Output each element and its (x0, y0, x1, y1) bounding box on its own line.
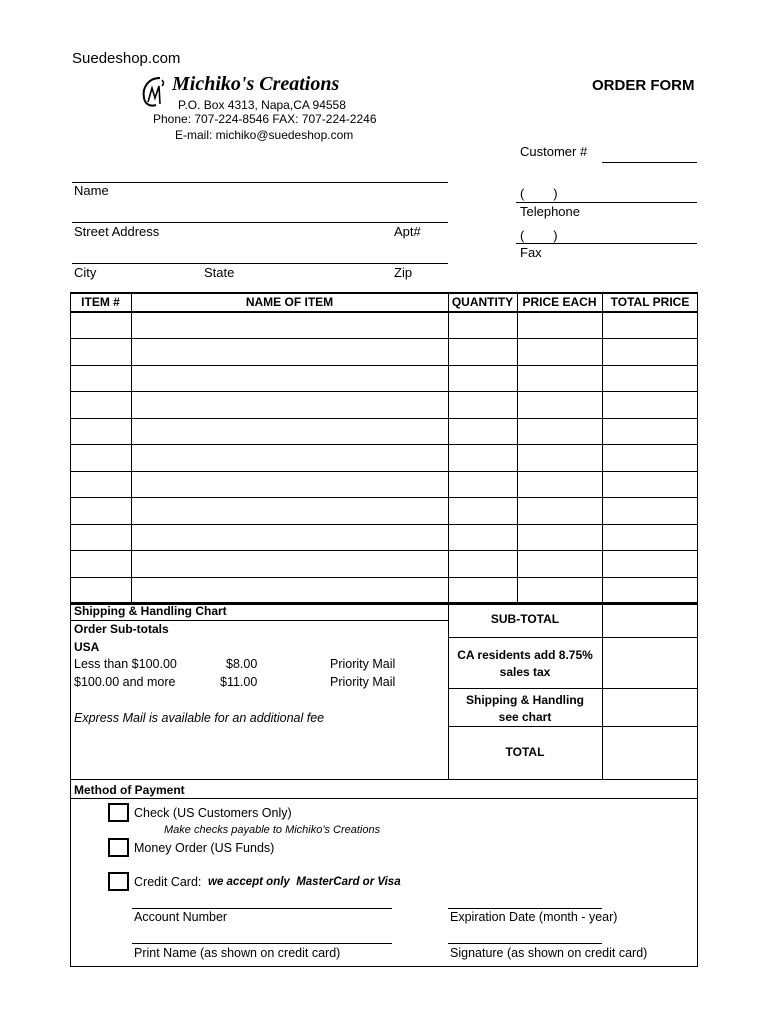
price-each-cell[interactable] (518, 313, 601, 337)
check-note: Make checks payable to Michiko's Creations (164, 824, 381, 836)
total-price-cell[interactable] (603, 313, 697, 337)
shipping-chart-subtitle: Order Sub-totals (74, 622, 169, 636)
print-name-label: Print Name (as shown on credit card) (134, 946, 341, 960)
shipping-cost-1: $8.00 (226, 657, 258, 671)
zip-label: Zip (394, 265, 413, 280)
item-number-cell[interactable] (71, 578, 131, 602)
check-checkbox[interactable] (108, 803, 129, 822)
shipping-range-2: $100.00 and more (74, 675, 176, 689)
totals-right-border (697, 603, 698, 779)
credit-card-note: we accept only MasterCard or Visa (208, 876, 401, 888)
total-price-cell[interactable] (603, 498, 697, 522)
quantity-cell[interactable] (449, 366, 516, 390)
total-price-cell[interactable] (603, 551, 697, 575)
shipping-range-1: Less than $100.00 (74, 657, 177, 671)
item-name-cell[interactable] (132, 366, 447, 390)
shipping-cost-2: $11.00 (220, 675, 258, 689)
item-number-cell[interactable] (71, 366, 131, 390)
item-name-cell[interactable] (132, 525, 447, 549)
total-price-cell[interactable] (603, 445, 697, 469)
quantity-cell[interactable] (449, 525, 516, 549)
price-each-cell[interactable] (518, 525, 601, 549)
subtotal-value-field[interactable] (603, 604, 696, 636)
form-title: ORDER FORM (592, 77, 695, 94)
apt-label: Apt# (394, 224, 421, 239)
item-number-cell[interactable] (71, 472, 131, 496)
payment-title-underline (70, 798, 698, 799)
price-each-cell[interactable] (518, 498, 601, 522)
price-each-cell[interactable] (518, 578, 601, 602)
header-quantity: QUANTITY (451, 295, 514, 309)
total-value-field[interactable] (603, 727, 696, 778)
shipping-chart-title-underline (70, 620, 448, 621)
total-price-cell[interactable] (603, 525, 697, 549)
street-address-label: Street Address (74, 224, 160, 239)
customer-number-field[interactable] (602, 146, 697, 163)
item-name-cell[interactable] (132, 339, 447, 363)
shipping-value-field[interactable] (603, 689, 696, 725)
name-field[interactable] (72, 166, 448, 183)
header-item-number: ITEM # (81, 295, 120, 309)
money-order-label: Money Order (US Funds) (134, 841, 275, 855)
shipping-label-line2: see chart (498, 710, 552, 724)
shipping-chart-title: Shipping & Handling Chart (74, 604, 227, 618)
quantity-cell[interactable] (449, 392, 516, 416)
tax-label-line2: sales tax (499, 665, 551, 679)
company-email: E-mail: michiko@suedeshop.com (175, 128, 354, 142)
total-price-cell[interactable] (603, 366, 697, 390)
total-price-cell[interactable] (603, 339, 697, 363)
name-label: Name (74, 183, 109, 198)
signature-field[interactable] (448, 927, 602, 944)
item-number-cell[interactable] (71, 525, 131, 549)
header-name-of-item: NAME OF ITEM (245, 295, 334, 309)
header-total-price: TOTAL PRICE (610, 295, 690, 309)
credit-card-checkbox[interactable] (108, 872, 129, 891)
item-number-cell[interactable] (71, 392, 131, 416)
quantity-cell[interactable] (449, 419, 516, 443)
subtotal-label: SUB-TOTAL (490, 612, 560, 626)
city-state-zip-field[interactable] (72, 247, 448, 264)
price-each-cell[interactable] (518, 339, 601, 363)
tax-value-field[interactable] (603, 638, 696, 687)
item-name-cell[interactable] (132, 419, 447, 443)
credit-card-label: Credit Card: (134, 875, 202, 889)
item-number-cell[interactable] (71, 313, 131, 337)
quantity-cell[interactable] (449, 551, 516, 575)
account-number-label: Account Number (134, 910, 228, 924)
total-label: TOTAL (505, 745, 545, 759)
price-each-cell[interactable] (518, 472, 601, 496)
shipping-left-border (70, 603, 71, 779)
tax-label-line1: CA residents add 8.75% (457, 648, 593, 662)
company-address: P.O. Box 4313, Napa,CA 94558 (178, 98, 346, 112)
price-each-cell[interactable] (518, 419, 601, 443)
item-name-cell[interactable] (132, 472, 447, 496)
money-order-checkbox[interactable] (108, 838, 129, 857)
state-label: State (204, 265, 235, 280)
payment-title: Method of Payment (74, 783, 185, 797)
quantity-cell[interactable] (449, 313, 516, 337)
company-name: Michiko's Creations (172, 73, 340, 95)
item-name-cell[interactable] (132, 578, 447, 602)
expiration-date-label: Expiration Date (month - year) (450, 910, 618, 924)
price-each-cell[interactable] (518, 445, 601, 469)
quantity-cell[interactable] (449, 472, 516, 496)
fax-field[interactable] (516, 227, 697, 244)
company-logo (138, 74, 170, 110)
fax-area-code: ( ) (520, 228, 558, 243)
shipping-method-2: Priority Mail (330, 675, 396, 689)
signature-label: Signature (as shown on credit card) (450, 946, 648, 960)
quantity-cell[interactable] (449, 578, 516, 602)
site-name: Suedeshop.com (72, 50, 181, 67)
telephone-field[interactable] (516, 186, 697, 203)
item-number-cell[interactable] (71, 419, 131, 443)
total-price-cell[interactable] (603, 392, 697, 416)
city-label: City (74, 265, 97, 280)
item-name-cell[interactable] (132, 313, 447, 337)
shipping-method-1: Priority Mail (330, 657, 396, 671)
header-price-each: PRICE EACH (522, 295, 597, 309)
item-number-cell[interactable] (71, 498, 131, 522)
express-mail-note: Express Mail is available for an additional fee (74, 711, 325, 725)
item-number-cell[interactable] (71, 339, 131, 363)
item-name-cell[interactable] (132, 551, 447, 575)
item-number-cell[interactable] (71, 445, 131, 469)
item-number-cell[interactable] (71, 551, 131, 575)
telephone-label: Telephone (520, 204, 580, 219)
shipping-label-line1: Shipping & Handling (466, 693, 584, 707)
price-each-cell[interactable] (518, 551, 601, 575)
quantity-cell[interactable] (449, 445, 516, 469)
total-price-cell[interactable] (603, 472, 697, 496)
fax-label: Fax (520, 245, 542, 260)
customer-number-label: Customer # (520, 144, 588, 159)
check-label: Check (US Customers Only) (134, 806, 292, 820)
quantity-cell[interactable] (449, 498, 516, 522)
telephone-area-code: ( ) (520, 186, 558, 201)
item-name-cell[interactable] (132, 498, 447, 522)
expiration-date-field[interactable] (448, 892, 602, 909)
total-price-cell[interactable] (603, 419, 697, 443)
item-name-cell[interactable] (132, 445, 447, 469)
price-each-cell[interactable] (518, 392, 601, 416)
street-address-field[interactable] (72, 206, 448, 223)
company-phone-fax: Phone: 707-224-8546 FAX: 707-224-2246 (153, 112, 377, 126)
item-name-cell[interactable] (132, 392, 447, 416)
total-price-cell[interactable] (603, 578, 697, 602)
account-number-field[interactable] (132, 892, 392, 909)
shipping-region: USA (74, 640, 100, 654)
price-each-cell[interactable] (518, 366, 601, 390)
table-header-top (70, 292, 698, 294)
quantity-cell[interactable] (449, 339, 516, 363)
print-name-field[interactable] (132, 927, 392, 944)
